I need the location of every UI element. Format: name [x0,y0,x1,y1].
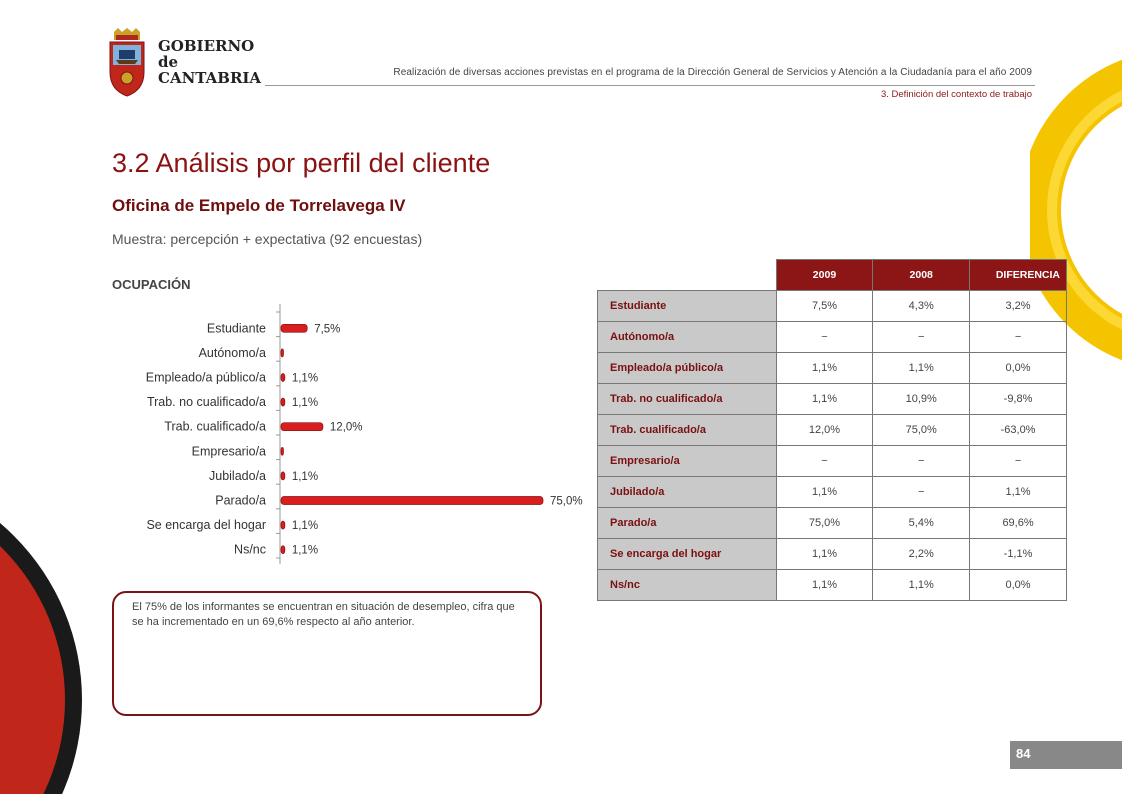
table-row [598,539,1067,570]
page-number: 84 [1016,746,1031,761]
column-header-2009: 2009 [776,260,873,291]
cell-diferencia: − [970,322,1067,353]
chart-category-label: Empleado/a público/a [145,370,266,385]
cell-2008: 1,1% [873,353,970,384]
column-header-diferencia: DIFERENCIA [970,260,1067,291]
cell-2008: − [873,477,970,508]
cell-2009: − [776,322,873,353]
page-number-bar [1010,741,1122,769]
cell-diferencia: -63,0% [970,415,1067,446]
chart-value-label: 1,1% [291,372,319,385]
table-row [598,353,1067,384]
table-row [598,291,1067,322]
cell-2009: − [776,446,873,477]
cell-2009: 1,1% [776,353,873,384]
cell-diferencia: − [970,446,1067,477]
cell-2009: 1,1% [776,539,873,570]
row-label: Estudiante [598,291,777,322]
header-subtitle: Realización de diversas acciones previstas en el programa de la Dirección General de Servicios y Atención a la Ciudadanía para el año 2009 [393,67,1032,78]
cell-2009: 1,1% [776,570,873,601]
cell-2008: 75,0% [873,415,970,446]
cell-2009: 1,1% [776,477,873,508]
chart-bar [281,521,285,529]
chart-bar [281,546,285,554]
chart-value-label: 75,0% [550,495,583,508]
chart-value-label: 1,1% [291,470,319,483]
logo-wordmark [158,38,261,86]
chart-bar [281,324,307,332]
table-row [598,415,1067,446]
cell-diferencia: 0,0% [970,570,1067,601]
row-label: Trab. no cualificado/a [598,384,777,415]
cell-2009: 75,0% [776,508,873,539]
coat-of-arms-icon [104,28,150,98]
cell-diferencia: 69,6% [970,508,1067,539]
row-label: Trab. cualificado/a [598,415,777,446]
page-title: 3.2 Análisis por perfil del cliente [112,148,491,178]
table-row [598,446,1067,477]
cell-2008: − [873,446,970,477]
logo-line-2: de [158,53,179,71]
cell-2008: 4,3% [873,291,970,322]
chart-value-label: 1,1% [291,544,319,557]
header-divider [265,85,1035,86]
decorative-arc-left [0,470,110,794]
chart-category-label: Trab. no cualificado/a [146,395,266,410]
row-label: Empresario/a [598,446,777,477]
header-section-label: 3. Definición del contexto de trabajo [880,89,1032,100]
table-row [598,384,1067,415]
chart-value-label: 7,5% [314,323,341,336]
chart-bar [281,398,285,406]
cell-2008: − [873,322,970,353]
chart-category-label: Estudiante [206,321,266,336]
cell-2008: 10,9% [873,384,970,415]
table-header-row [598,260,1067,291]
row-label: Parado/a [598,508,777,539]
office-title: Oficina de Empelo de Torrelavega IV [112,196,406,215]
cantabria-logo [104,28,262,100]
sample-description: Muestra: percepción + expectativa (92 encuestas) [112,231,423,247]
cell-diferencia: -1,1% [970,539,1067,570]
row-label: Jubilado/a [598,477,777,508]
occupation-table [597,259,1067,601]
cell-2009: 1,1% [776,384,873,415]
chart-category-label: Se encarga del hogar [146,518,266,533]
chart-category-label: Empresario/a [191,444,266,459]
chart-bar [281,349,284,357]
chart-category-label: Jubilado/a [209,468,266,483]
comment-box [112,591,542,716]
row-label: Autónomo/a [598,322,777,353]
chart-category-label: Ns/nc [234,542,266,557]
table-row [598,477,1067,508]
table-row [598,322,1067,353]
cell-diferencia: 3,2% [970,291,1067,322]
table-row [598,508,1067,539]
chart-category-label: Trab. cualificado/a [164,419,266,434]
column-header-2008: 2008 [873,260,970,291]
row-label: Se encarga del hogar [598,539,777,570]
cell-2009: 7,5% [776,291,873,322]
table-row [598,570,1067,601]
comment-text: El 75% de los informantes se encuentran en situación de desempleo, cifra que se ha incrementado en un 69,6% respecto al año anterior. [132,601,515,628]
row-label: Empleado/a público/a [598,353,777,384]
cell-2008: 2,2% [873,539,970,570]
cell-2008: 1,1% [873,570,970,601]
occupation-bar-chart [110,300,600,570]
section-label: OCUPACIÓN [112,277,191,292]
chart-bar [281,374,285,382]
chart-value-label: 1,1% [291,397,319,410]
logo-line-3: CANTABRIA [158,69,262,87]
chart-bar [281,423,323,431]
chart-value-label: 1,1% [291,520,319,533]
chart-category-label: Autónomo/a [198,345,266,360]
row-label: Ns/nc [598,570,777,601]
logo-line-1: GOBIERNO [158,37,255,55]
cell-diferencia: 0,0% [970,353,1067,384]
cell-diferencia: 1,1% [970,477,1067,508]
cell-2008: 5,4% [873,508,970,539]
chart-value-label: 12,0% [329,421,363,434]
cell-diferencia: -9,8% [970,384,1067,415]
chart-bar [281,447,284,455]
chart-category-label: Parado/a [215,493,266,508]
cell-2009: 12,0% [776,415,873,446]
chart-bar [281,472,285,480]
table-corner [598,260,777,291]
chart-bar [281,497,543,505]
chart-canvas [110,300,600,570]
